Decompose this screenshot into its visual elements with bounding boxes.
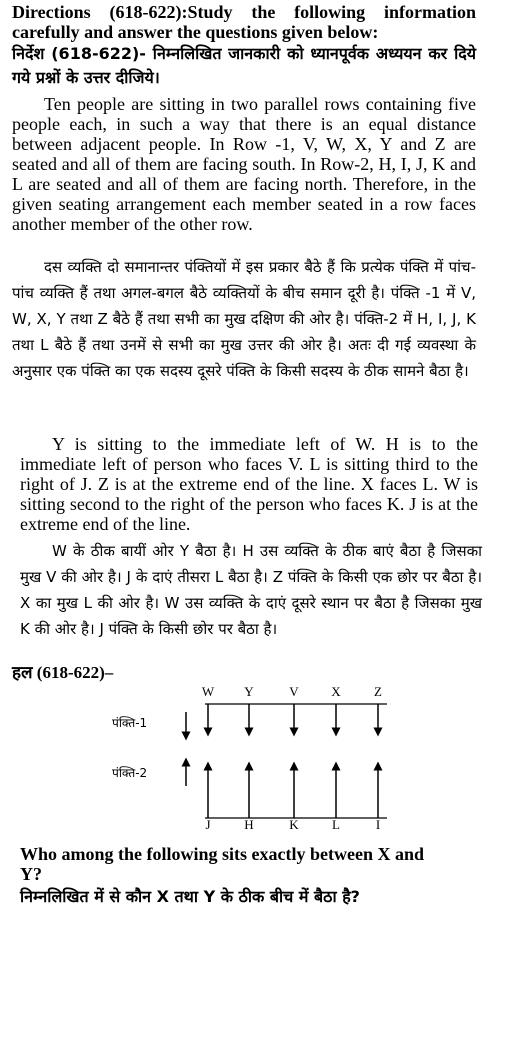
row2-person-label: H	[244, 817, 254, 830]
clues-paragraph-hindi: W के ठीक बायीं ओर Y बैठा है। H उस व्यक्ति के ठीक बाएं बैठा है जिसका मुख V की ओर है। J के दाएं तीसरा L बैठा है। Z पंक्ति के किसी एक छोर पर बैठा है। X का मुख L की ओर है। W उस व्यक्ति के दाएं दूसरे स्थान पर बैठा है जिसका मुख K की ओर है। J पंक्ति के किसी छोर पर बैठा है।	[20, 542, 482, 638]
row2-person-label: I	[375, 817, 381, 830]
question-english: Who among the following sits exactly between X and Y?	[20, 844, 424, 884]
solution-label: हल (618-622)–	[12, 663, 114, 682]
directions-english: Directions (618-622):Study the following information carefully and answer the questions given below:	[12, 2, 476, 42]
row1-person-label: W	[201, 684, 215, 699]
row2-person-label: L	[332, 817, 340, 830]
row1-person-label: V	[289, 684, 299, 699]
row2-label: पंक्ति-2	[112, 766, 148, 780]
directions-hindi: निर्देश (618-622)- निम्नलिखित जानकारी को ध्यानपूर्वक अध्ययन कर दिये गये प्रश्नों के उत्तर दीजिये।	[12, 44, 476, 87]
row2-person-label: K	[289, 817, 299, 830]
row1-person-label: Z	[374, 684, 382, 699]
arrangement-paragraph-hindi: दस व्यक्ति दो समानान्तर पंक्तियों में इस प्रकार बैठे हैं कि प्रत्येक पंक्ति में पांच-पांच व्यक्ति हैं तथा अगल-बगल बैठे व्यक्तियों के बीच समान दूरी है। पंक्ति -1 में V, W, X, Y तथा Z बैठे हैं तथा सभी का मुख दक्षिण की ओर है। पंक्ति-2 में H, I, J, K तथा L बैठे हैं तथा उनमें से सभी का मुख उत्तर की ओर है। अतः दी गई व्यवस्था के अनुसार एक पंक्ति का एक सदस्य दूसरे पंक्ति के किसी सदस्य के ठीक सामने बैठा है।	[12, 258, 476, 380]
row2-person-label: J	[205, 817, 211, 830]
question-hindi: निम्नलिखित में से कौन X तथा Y के ठीक बीच में बैठा है?	[20, 887, 360, 906]
seating-diagram	[100, 682, 400, 830]
arrangement-paragraph-english: Ten people are sitting in two parallel rows containing five people each, in such a way that there is an equal distance between adjacent people. In Row -1, V, W, X, Y and Z are seated and all of them are facing south. In Row-2, H, I, J, K and L are seated and all of them are facing north. Therefore, in the given seating arrangement each member seated in a row faces another member of the other row.	[12, 94, 476, 234]
row1-person-label: Y	[244, 684, 254, 699]
row1-person-label: X	[331, 684, 341, 699]
clues-paragraph-english: Y is sitting to the immediate left of W. H is to the immediate left of person who faces V. L is sitting third to the right of J. Z is at the extreme end of the line. X faces L. W is sitting second to the right of the person who faces K. J is at the extreme end of the line.	[20, 434, 478, 534]
row1-label: पंक्ति-1	[112, 716, 148, 730]
